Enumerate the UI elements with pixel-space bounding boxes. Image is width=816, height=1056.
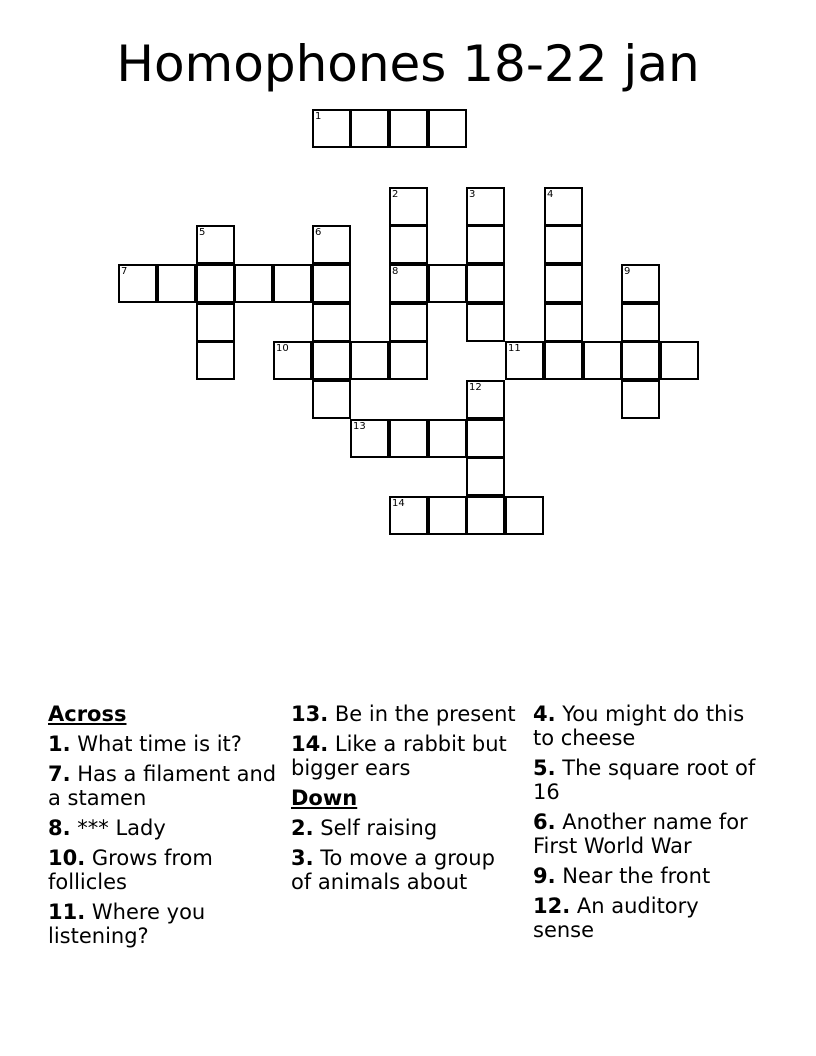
cell-number: 3 — [469, 189, 476, 200]
across-heading: Across — [48, 702, 127, 726]
grid-cell[interactable] — [312, 380, 351, 419]
grid-cell[interactable] — [389, 225, 428, 264]
grid-cell[interactable] — [196, 303, 235, 342]
grid-cell[interactable] — [196, 225, 235, 264]
clue-number: 7. — [48, 762, 71, 786]
clue-number: 2. — [291, 816, 314, 840]
grid-cell[interactable] — [505, 341, 544, 380]
clue-down-3 — [291, 846, 521, 894]
grid-cell[interactable] — [196, 264, 235, 303]
clue-text: Grows from follicles — [48, 846, 213, 894]
grid-cell[interactable] — [660, 341, 699, 380]
grid-cell[interactable] — [466, 225, 505, 264]
puzzle-title: Homophones 18-22 jan — [116, 35, 700, 93]
clue-text: Where you listening? — [48, 900, 206, 948]
clue-text: To move a group of animals about — [291, 846, 495, 894]
grid-cell[interactable] — [312, 341, 351, 380]
clue-number: 3. — [291, 846, 314, 870]
clue-number: 1. — [48, 732, 71, 756]
grid-cell[interactable] — [466, 496, 505, 535]
grid-cell[interactable] — [312, 109, 351, 148]
grid-cell[interactable] — [466, 457, 505, 496]
clue-number: 4. — [533, 702, 556, 726]
clue-text: You might do this to cheese — [533, 702, 745, 750]
cell-number: 11 — [508, 343, 521, 354]
clue-text: Has a filament and a stamen — [48, 762, 277, 810]
grid-cell[interactable] — [273, 264, 312, 303]
clue-down-5 — [533, 756, 763, 804]
clue-across-7 — [48, 762, 278, 810]
grid-cell[interactable] — [312, 225, 351, 264]
clue-number: 8. — [48, 816, 71, 840]
grid-cell[interactable] — [621, 303, 660, 342]
grid-cell[interactable] — [466, 419, 505, 458]
clue-down-12 — [533, 894, 763, 942]
clue-across-8 — [48, 816, 278, 840]
clues-column-1 — [48, 702, 278, 954]
grid-cell[interactable] — [544, 187, 583, 226]
grid-cell[interactable] — [583, 341, 622, 380]
clue-text: Another name for First World War — [533, 810, 748, 858]
clue-across-14 — [291, 732, 521, 780]
grid-cell[interactable] — [544, 303, 583, 342]
grid-cell[interactable] — [466, 264, 505, 303]
grid-cell[interactable] — [234, 264, 273, 303]
clue-number: 11. — [48, 900, 86, 924]
cell-number: 9 — [624, 266, 631, 277]
clue-down-6 — [533, 810, 763, 858]
cell-number: 13 — [353, 421, 366, 432]
grid-cell[interactable] — [621, 341, 660, 380]
clue-down-9 — [533, 864, 763, 888]
grid-cell[interactable] — [621, 380, 660, 419]
cell-number: 7 — [121, 266, 128, 277]
cell-number: 4 — [547, 189, 554, 200]
grid-cell[interactable] — [312, 264, 351, 303]
grid-cell[interactable] — [428, 419, 467, 458]
grid-cell[interactable] — [312, 303, 351, 342]
clue-text: An auditory sense — [533, 894, 699, 942]
grid-cell[interactable] — [273, 341, 312, 380]
grid-cell[interactable] — [157, 264, 196, 303]
clues-column-2 — [291, 702, 521, 900]
clue-across-11 — [48, 900, 278, 948]
grid-cell[interactable] — [544, 225, 583, 264]
grid-cell[interactable] — [389, 264, 428, 303]
grid-cell[interactable] — [350, 109, 389, 148]
grid-cell[interactable] — [389, 303, 428, 342]
grid-cell[interactable] — [466, 187, 505, 226]
clue-text: *** Lady — [70, 816, 166, 840]
clue-number: 10. — [48, 846, 86, 870]
cell-number: 5 — [199, 227, 206, 238]
grid-cell[interactable] — [621, 264, 660, 303]
grid-cell[interactable] — [544, 341, 583, 380]
grid-cell[interactable] — [389, 419, 428, 458]
cell-number: 1 — [315, 111, 322, 122]
clue-down-2 — [291, 816, 521, 840]
clue-number: 9. — [533, 864, 556, 888]
clue-across-1 — [48, 732, 278, 756]
clue-down-4 — [533, 702, 763, 750]
clue-text: The square root of 16 — [533, 756, 756, 804]
grid-cell[interactable] — [428, 496, 467, 535]
grid-cell[interactable] — [350, 341, 389, 380]
cell-number: 14 — [392, 498, 405, 509]
down-heading: Down — [291, 786, 358, 810]
cell-number: 8 — [392, 266, 399, 277]
clue-number: 5. — [533, 756, 556, 780]
clue-across-10 — [48, 846, 278, 894]
clue-text: What time is it? — [70, 732, 242, 756]
cell-number: 6 — [315, 227, 322, 238]
clue-number: 13. — [291, 702, 329, 726]
clue-number: 6. — [533, 810, 556, 834]
clue-text: Like a rabbit but bigger ears — [291, 732, 507, 780]
grid-cell[interactable] — [466, 303, 505, 342]
clue-number: 14. — [291, 732, 329, 756]
grid-cell[interactable] — [389, 341, 428, 380]
clue-across-13 — [291, 702, 521, 726]
clue-number: 12. — [533, 894, 571, 918]
clue-text: Near the front — [555, 864, 711, 888]
grid-cell[interactable] — [389, 109, 428, 148]
cell-number: 12 — [469, 382, 482, 393]
grid-cell[interactable] — [544, 264, 583, 303]
grid-cell[interactable] — [505, 496, 544, 535]
clue-text: Self raising — [313, 816, 438, 840]
grid-cell[interactable] — [428, 109, 467, 148]
cell-number: 2 — [392, 189, 399, 200]
clue-text: Be in the present — [328, 702, 516, 726]
grid-cell[interactable] — [466, 380, 505, 419]
grid-cell[interactable] — [196, 341, 235, 380]
grid-cell[interactable] — [389, 496, 428, 535]
cell-number: 10 — [276, 343, 289, 354]
grid-cell[interactable] — [389, 187, 428, 226]
clues-column-3 — [533, 702, 763, 948]
grid-cell[interactable] — [118, 264, 157, 303]
grid-cell[interactable] — [350, 419, 389, 458]
grid-cell[interactable] — [428, 264, 467, 303]
